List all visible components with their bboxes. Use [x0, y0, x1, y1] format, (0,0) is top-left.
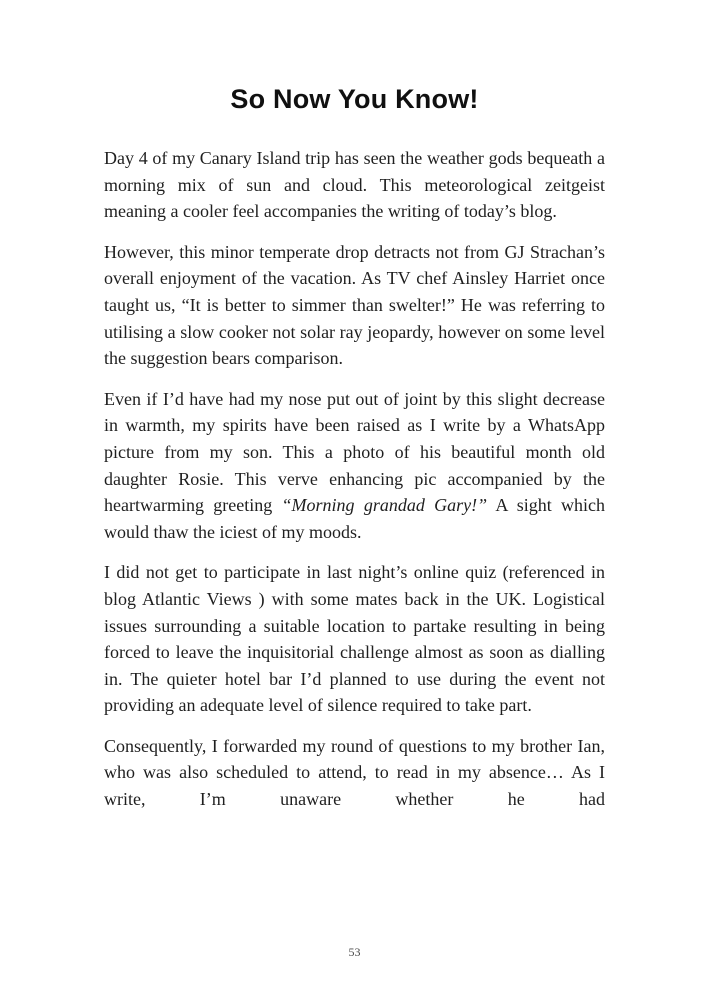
paragraph: [104, 733, 605, 813]
page-title: So Now You Know!: [230, 84, 479, 114]
italic-text-run: “Morning grandad Gary!”: [281, 495, 488, 516]
paragraph: [104, 386, 605, 546]
text-run: Day 4 of my Canary Island trip has seen the weather gods bequeath a morning mix of sun and cloud. This meteorological zeitgeist meaning a cooler feel accompanies the writing of today’s blog.: [104, 148, 605, 222]
text-run: A sight which would thaw the iciest of my moods.: [104, 495, 606, 542]
text-run: However, this minor temperate drop detracts not from GJ Strachan’s overall enjoyment of the vacation. As TV chef Ainsley Harriet once taught us, “It is better to simmer than swelter!” He was referring to utilising a slow cooker not solar ray jeopardy, however on some level the suggestion bears comparison.: [104, 241, 605, 369]
text-run: I did not get to participate in last night’s online quiz (referenced in blog Atlantic Views ) with some mates back in the UK. Logistical issues surrounding a suitable location to partake resulting in being forced to leave the inquisitorial challenge almost as soon as dialling in. The quieter hotel bar I’d planned to use during the event not providing an adequate level of silence required to take part.: [104, 562, 605, 716]
paragraph: [104, 559, 605, 719]
text-run: Even if I’d have had my nose put out of joint by this slight decrease in warmth, my spirits have been raised as I write by a WhatsApp picture from my son. This a photo of his beautiful month old daughter Rosie. This verve enhancing pic accompanied by the heartwarming greeting: [104, 388, 605, 516]
text-run: Consequently, I forwarded my round of questions to my brother Ian, who was also scheduled to attend, to read in my absence… As I write, I’m unaware whether he had: [104, 735, 605, 810]
page-number: 53: [348, 945, 361, 959]
paragraph: [104, 145, 605, 225]
paragraph: [104, 239, 605, 372]
page-body: [104, 145, 605, 813]
